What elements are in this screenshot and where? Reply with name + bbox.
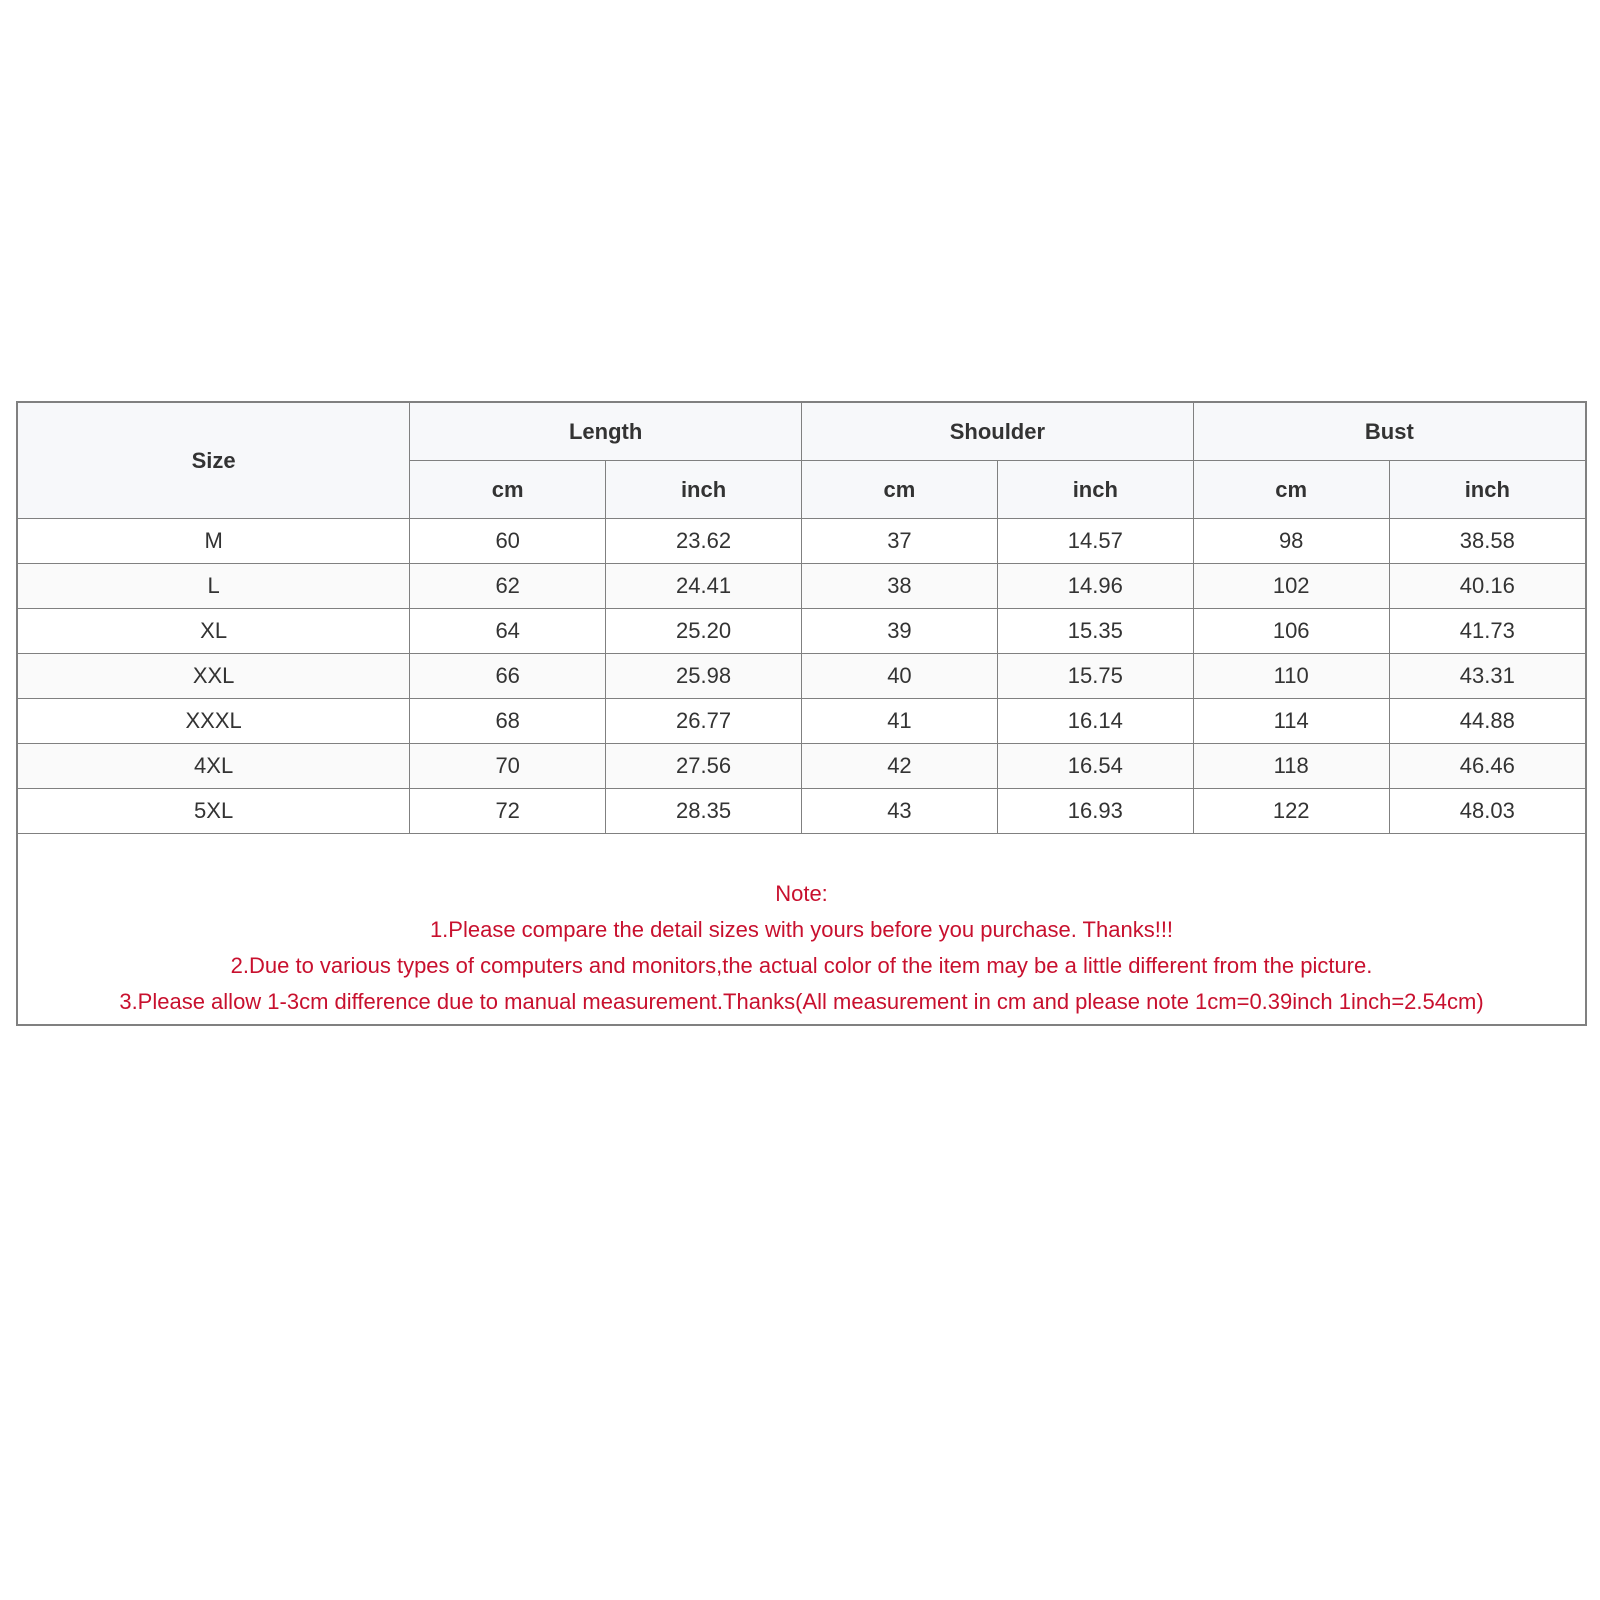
measurement-cell: 15.75 <box>997 654 1193 699</box>
measurement-cell: 16.54 <box>997 744 1193 789</box>
note-title: Note: <box>775 881 828 906</box>
size-header: Size <box>18 403 410 519</box>
measurement-cell: 106 <box>1193 609 1389 654</box>
measurement-cell: 39 <box>802 609 998 654</box>
measurement-cell: 26.77 <box>606 699 802 744</box>
note-line: 1.Please compare the detail sizes with yours before you purchase. Thanks!!! <box>429 917 1174 942</box>
measurement-cell: 66 <box>410 654 606 699</box>
size-cell: XXL <box>18 654 410 699</box>
table-row <box>18 519 1585 564</box>
measurement-cell: 60 <box>410 519 606 564</box>
measurement-cell: 16.93 <box>997 789 1193 834</box>
measurement-cell: 114 <box>1193 699 1389 744</box>
measurement-cell: 25.20 <box>606 609 802 654</box>
measurement-cell: 43 <box>802 789 998 834</box>
group-header-bust: Bust <box>1193 403 1585 461</box>
measurement-cell: 98 <box>1193 519 1389 564</box>
measurement-cell: 44.88 <box>1389 699 1585 744</box>
measurement-cell: 46.46 <box>1389 744 1585 789</box>
note-line: 2.Due to various types of computers and monitors,the actual color of the item may be a little different from the picture. <box>230 953 1373 978</box>
measurement-cell: 38.58 <box>1389 519 1585 564</box>
size-cell: L <box>18 564 410 609</box>
size-cell: 5XL <box>18 789 410 834</box>
group-header-shoulder: Shoulder <box>802 403 1194 461</box>
measurement-cell: 24.41 <box>606 564 802 609</box>
table-row <box>18 699 1585 744</box>
measurement-cell: 122 <box>1193 789 1389 834</box>
group-header-length: Length <box>410 403 802 461</box>
measurement-cell: 28.35 <box>606 789 802 834</box>
table-body <box>18 519 1585 834</box>
unit-header: inch <box>997 461 1193 519</box>
measurement-cell: 72 <box>410 789 606 834</box>
notes <box>18 834 1585 1024</box>
measurement-cell: 64 <box>410 609 606 654</box>
measurement-cell: 25.98 <box>606 654 802 699</box>
measurement-cell: 43.31 <box>1389 654 1585 699</box>
measurement-cell: 23.62 <box>606 519 802 564</box>
measurement-cell: 16.14 <box>997 699 1193 744</box>
measurement-cell: 41 <box>802 699 998 744</box>
size-table <box>18 403 1585 834</box>
measurement-cell: 110 <box>1193 654 1389 699</box>
size-cell: XXXL <box>18 699 410 744</box>
measurement-cell: 70 <box>410 744 606 789</box>
unit-header: inch <box>606 461 802 519</box>
size-cell: XL <box>18 609 410 654</box>
size-cell: 4XL <box>18 744 410 789</box>
size-chart <box>16 401 1587 1026</box>
size-cell: M <box>18 519 410 564</box>
unit-header: cm <box>410 461 606 519</box>
measurement-cell: 37 <box>802 519 998 564</box>
table-row <box>18 654 1585 699</box>
measurement-cell: 42 <box>802 744 998 789</box>
measurement-cell: 102 <box>1193 564 1389 609</box>
measurement-cell: 14.57 <box>997 519 1193 564</box>
measurement-cell: 118 <box>1193 744 1389 789</box>
table-row <box>18 789 1585 834</box>
unit-header: cm <box>802 461 998 519</box>
measurement-cell: 40.16 <box>1389 564 1585 609</box>
measurement-cell: 15.35 <box>997 609 1193 654</box>
measurement-cell: 14.96 <box>997 564 1193 609</box>
note-line: 3.Please allow 1-3cm difference due to manual measurement.Thanks(All measurement in cm and please note 1cm=0.39inch 1inch=2.54cm) <box>119 989 1484 1014</box>
unit-header: cm <box>1193 461 1389 519</box>
measurement-cell: 62 <box>410 564 606 609</box>
measurement-cell: 68 <box>410 699 606 744</box>
measurement-cell: 41.73 <box>1389 609 1585 654</box>
table-row <box>18 744 1585 789</box>
table-row <box>18 564 1585 609</box>
measurement-cell: 38 <box>802 564 998 609</box>
measurement-cell: 40 <box>802 654 998 699</box>
measurement-cell: 48.03 <box>1389 789 1585 834</box>
measurement-cell: 27.56 <box>606 744 802 789</box>
unit-header: inch <box>1389 461 1585 519</box>
table-row <box>18 609 1585 654</box>
